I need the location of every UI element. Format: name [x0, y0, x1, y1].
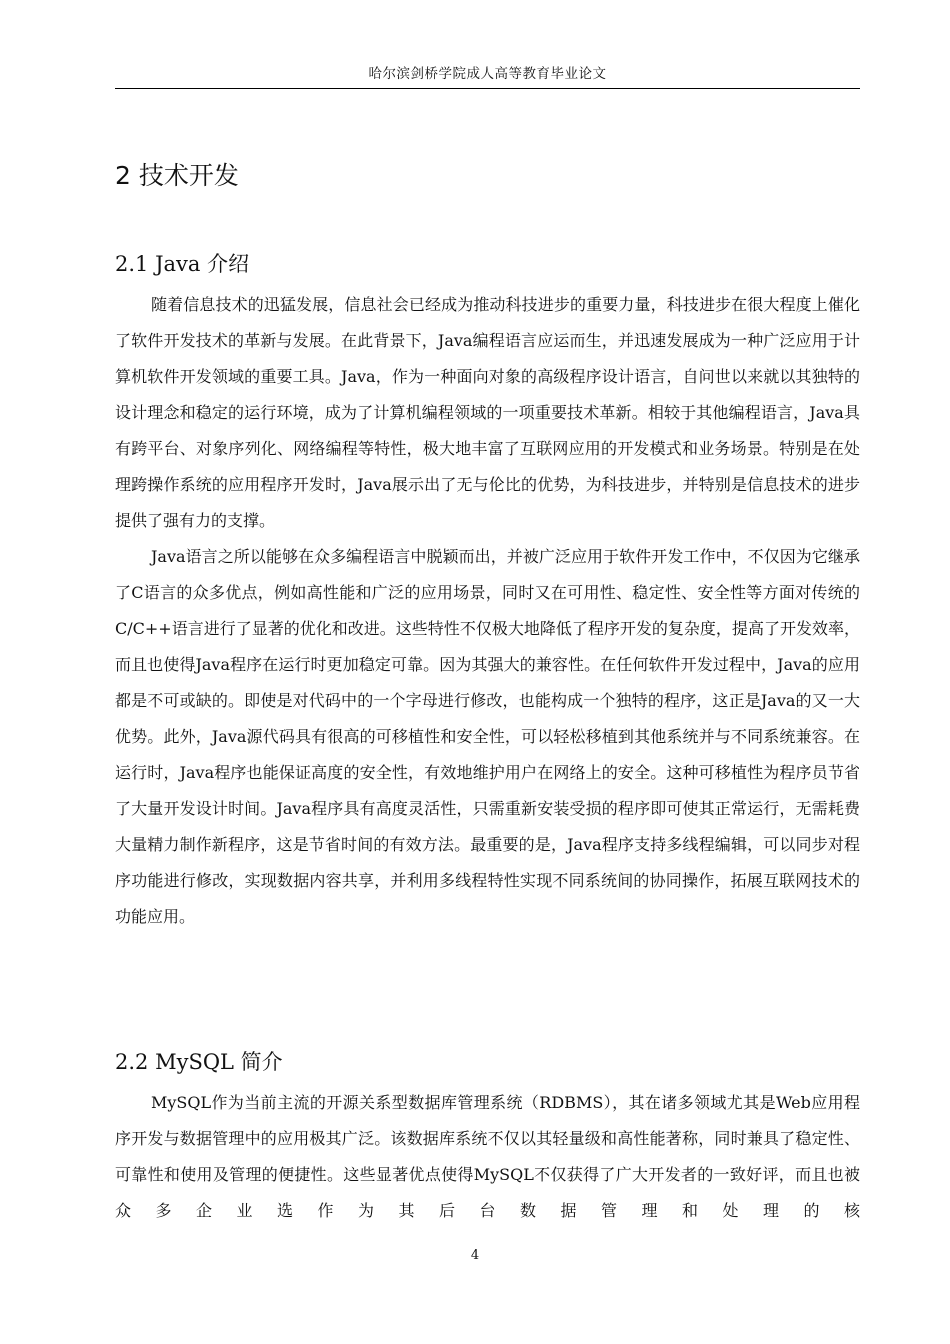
page-number: 4 — [470, 1248, 480, 1263]
chapter-title: 2 技术开发 — [115, 161, 239, 190]
section-2-2-body — [115, 1085, 860, 1229]
running-header: 哈尔滨剑桥学院成人高等教育毕业论文 — [368, 66, 607, 82]
paragraph: MySQL作为当前主流的开源关系型数据库管理系统（RDBMS），其在诸多领域尤其是Web应用程序开发与数据管理中的应用极其广泛。该数据库系统不仅以其轻量级和高性能著称，同时兼具了稳定性、可靠性和使用及管理的便捷性。这些显著优点使得MySQL不仅获得了广大开发者的一致好评，而且也被众多企业选作为其后台数据管理和处理的核 — [115, 1093, 860, 1220]
section-number: 2.1 Java — [115, 252, 201, 276]
section-title-text: 简介 — [234, 1050, 283, 1074]
paragraph: Java语言之所以能够在众多编程语言中脱颖而出，并被广泛应用于软件开发工作中，不仅因为它继承了C语言的众多优点，例如高性能和广泛的应用场景，同时又在可用性、稳定性、安全性等方面对传统的C/C++语言进行了显著的优化和改进。这些特性不仅极大地降低了程序开发的复杂度，提高了开发效率，而且也使得Java程序在运行时更加稳定可靠。因为其强大的兼容性。在任何软件开发过程中，Java的应用都是不可或缺的。即使是对代码中的一个字母进行修改，也能构成一个独特的程序，这正是Java的又一大优势。此外，Java源代码具有很高的可移植性和安全性，可以轻松移植到其他系统并与不同系统兼容。在运行时，Java程序也能保证高度的安全性，有效地维护用户在网络上的安全。这种可移植性为程序员节省了大量开发设计时间。Java程序具有高度灵活性，只需重新安装受损的程序即可使其正常运行，无需耗费大量精力制作新程序，这是节省时间的有效方法。最重要的是，Java程序支持多线程编辑，可以同步对程序功能进行修改，实现数据内容共享，并利用多线程特性实现不同系统间的协同操作，拓展互联网技术的功能应用。 — [115, 547, 860, 926]
section-heading-2-2 — [115, 1047, 283, 1077]
section-title-text: 介绍 — [200, 252, 250, 276]
section-2-1-body — [115, 287, 860, 935]
header-rule — [115, 88, 860, 89]
section-number: 2.2 MySQL — [115, 1050, 234, 1074]
paragraph: 随着信息技术的迅猛发展，信息社会已经成为推动科技进步的重要力量，科技进步在很大程度上催化了软件开发技术的革新与发展。在此背景下，Java编程语言应运而生，并迅速发展成为一种广泛应用于计算机软件开发领域的重要工具。Java，作为一种面向对象的高级程序设计语言，自问世以来就以其独特的设计理念和稳定的运行环境，成为了计算机编程领域的一项重要技术革新。相较于其他编程语言，Java具有跨平台、对象序列化、网络编程等特性，极大地丰富了互联网应用的开发模式和业务场景。特别是在处理跨操作系统的应用程序开发时，Java展示出了无与伦比的优势，为科技进步，并特别是信息技术的进步提供了强有力的支撑。 — [115, 295, 860, 530]
section-heading-2-1 — [115, 249, 249, 279]
